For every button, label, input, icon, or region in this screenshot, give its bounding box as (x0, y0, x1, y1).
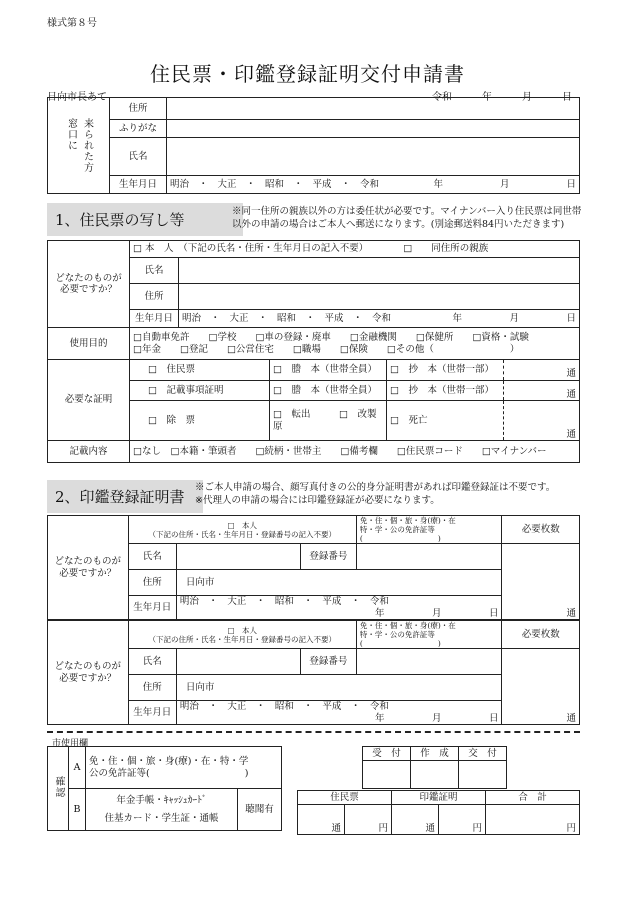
s2a-unit[interactable]: 通 (502, 544, 580, 620)
s2b-self-note: （下記の住所・氏名・生年月日・登録番号の記入不要） (148, 634, 337, 644)
applicant-furigana-label: ふりがな (110, 120, 167, 138)
s2b-name-label: 氏名 (128, 649, 176, 675)
s2b-city: 日向市 (185, 681, 215, 693)
s2b-unit[interactable]: 通 (502, 649, 580, 725)
office-confirm-table (47, 746, 282, 831)
s1-birth-field[interactable] (179, 310, 580, 328)
office-fee-table (297, 790, 580, 835)
s2b-id[interactable] (356, 621, 502, 649)
applicant-address-field[interactable] (167, 98, 580, 120)
confirm-a-text[interactable] (86, 747, 282, 789)
s1-content-options[interactable]: □なし □本籍・筆頭者 □続柄・世帯主 □備考欄 □住民票コード □マイナンバー (130, 441, 580, 463)
s1-purpose-options[interactable] (130, 328, 580, 360)
s2a-address-label: 住所 (128, 570, 176, 596)
s2b-self-check[interactable]: □ 本人 (227, 625, 258, 635)
s2b-birth-field[interactable] (176, 701, 502, 725)
applicant-birth-field[interactable] (167, 176, 580, 194)
step-create: 作 成 (411, 747, 459, 761)
confirm-text: 確認 (53, 775, 64, 798)
s1-address-field[interactable] (179, 284, 580, 310)
fee-inkan-header: 印鑑証明 (392, 791, 486, 805)
s1-self-row[interactable] (130, 241, 580, 258)
confirm-a-line2: 公の免許証等( ) (89, 767, 249, 779)
cert-shohon-2[interactable]: □ 抄 本（世帯一部） (387, 380, 504, 401)
cert-unit-1: 通 (504, 360, 580, 380)
applicant-furigana-field[interactable] (167, 120, 580, 138)
s2a-id[interactable] (356, 516, 502, 544)
s1-name-label: 氏名 (130, 258, 179, 284)
s1-purpose-row1[interactable]: □自動車免許 □学校 □車の登録・廃車 □金融機関 □保健所 □資格・試験 (133, 332, 529, 344)
s1-self-checkbox[interactable]: □ 本 人 （下記の氏名・住所・生年月日の記入不要） (133, 243, 369, 255)
s1-family-checkbox[interactable]: □ 同住所の親族 (403, 243, 489, 255)
s2a-address-field[interactable] (176, 570, 502, 596)
cert-tohon-2[interactable]: □ 謄 本（世帯全員） (270, 380, 387, 401)
fee-juminhyo-header: 住民票 (298, 791, 392, 805)
s2b-birth-label: 生年月日 (128, 701, 176, 725)
s1-birth-label: 生年月日 (130, 310, 179, 328)
applicant-era-options: 明治 ・ 大正 ・ 昭和 ・ 平成 ・ 令和 (170, 178, 380, 190)
confirm-b-label: B (69, 789, 86, 831)
cert-unit-3: 通 (566, 428, 576, 440)
s2a-era-options: 明治 ・ 大正 ・ 昭和 ・ 平成 ・ 令和 (179, 596, 389, 608)
s2a-id-text2: 特・学・公の免許証等( ) (359, 525, 441, 543)
s2a-self-note: （下記の住所・氏名・生年月日・登録番号の記入不要） (148, 529, 337, 539)
section2-block-1 (47, 515, 580, 620)
cut-line (47, 731, 580, 733)
confirm-b-line1: 年金手帳・ｷｬｯｼｭｶｰﾄﾞ (116, 795, 207, 807)
confirm-a-line1: 免・住・個・旅・身(療)・在・特・学 (89, 756, 249, 768)
step-receive-box[interactable] (363, 761, 411, 789)
confirm-label (48, 747, 69, 831)
fee-inkan-yen[interactable]: 円 (439, 805, 486, 835)
cert-juminhyo[interactable]: □ 住民票 (130, 360, 270, 380)
s2a-id-text1: 免・住・個・旅・身(療)・在 (359, 516, 456, 525)
s2b-id-text2: 特・学・公の免許証等( ) (359, 630, 441, 648)
office-steps-table (362, 746, 507, 789)
s1-address-label: 住所 (130, 284, 179, 310)
s2b-self[interactable] (128, 621, 356, 649)
s2b-reg-label: 登録番号 (300, 649, 356, 675)
confirm-a-label: A (69, 747, 86, 789)
applicant-side-label (48, 98, 110, 194)
confirm-b-text[interactable] (86, 789, 238, 831)
addressee: 日向市長あて (47, 92, 107, 103)
side-label-came: 来られた方 (81, 118, 93, 173)
applicant-birth-label: 生年月日 (110, 176, 167, 194)
s2a-city: 日向市 (185, 576, 215, 588)
s2b-who-label: どなたのものが必要ですか？ (48, 621, 129, 725)
s2a-name-label: 氏名 (128, 544, 176, 570)
form-number: 様式第８号 (47, 18, 97, 29)
cert-johyo[interactable]: □ 除 票 (130, 401, 270, 440)
cert-tohon-1[interactable]: □ 謄 本（世帯全員） (270, 360, 387, 380)
s2b-count-label: 必要枚数 (502, 621, 580, 649)
s2b-address-label: 住所 (128, 675, 176, 701)
side-label-window: 窓口に (65, 118, 77, 151)
page-title: 住民票・印鑑登録証明交付申請書 (150, 62, 465, 86)
s2a-self-check[interactable]: □ 本人 (227, 520, 258, 530)
hearing-label[interactable]: 聴聞有 (238, 789, 282, 831)
applicant-name-field[interactable] (167, 138, 580, 176)
s2b-era-options: 明治 ・ 大正 ・ 昭和 ・ 平成 ・ 令和 (179, 701, 389, 713)
step-create-box[interactable] (411, 761, 459, 789)
section2-header: 2、印鑑登録証明書 (47, 480, 203, 513)
s1-cert-subtable (130, 360, 579, 440)
cert-kisai[interactable]: □ 記載事項証明 (130, 380, 270, 401)
cert-tenshutsu[interactable]: □ 転出 □ 改製原 (270, 401, 387, 440)
s1-era-options: 明治 ・ 大正 ・ 昭和 ・ 平成 ・ 令和 (182, 312, 392, 324)
s2b-name-field[interactable] (176, 649, 300, 675)
confirm-b-line2: 住基カード・学生証・通帳 (104, 812, 219, 824)
section1-table (47, 240, 580, 463)
s2a-count-label: 必要枚数 (502, 516, 580, 544)
s2a-reg-label: 登録番号 (300, 544, 356, 570)
fee-inkan-count[interactable]: 通 (392, 805, 439, 835)
s2a-ymd: 年 月 日 (374, 607, 499, 619)
s1-ymd: 年 月 日 (452, 312, 576, 324)
s1-name-field[interactable] (179, 258, 580, 284)
s2b-ymd: 年 月 日 (374, 712, 499, 724)
fee-total-header: 合 計 (486, 791, 580, 805)
step-deliver-box[interactable] (459, 761, 507, 789)
s2a-name-field[interactable] (176, 544, 300, 570)
applicant-ymd: 年 月 日 (433, 178, 576, 190)
date-line: 令和 年 月 日 (432, 92, 572, 103)
s2a-reg-field[interactable] (356, 544, 502, 570)
step-receive: 受 付 (363, 747, 411, 761)
s1-purpose-row2[interactable]: □年金 □登記 □公営住宅 □職場 □保険 □その他（ ） (133, 343, 520, 355)
section2-note: ※ご本人申請の場合、顔写真付きの公的身分証明書があれば印鑑登録証は不要です。 ※代理人の申請の場合には印鑑登録証が必要になります。 (195, 482, 556, 506)
s2a-who-label: どなたのものが必要ですか？ (48, 516, 129, 620)
fee-total-yen[interactable]: 円 (486, 805, 580, 835)
cert-shohon-1[interactable]: □ 抄 本（世帯一部） (387, 360, 504, 380)
s1-cert-label: 必要な証明 (48, 360, 130, 441)
s2a-birth-field[interactable] (176, 596, 502, 620)
section1-note: ※同一住所の親族以外の方は委任状が必要です。マイナンバー入り住民票は同世帯以外の申請の場合はご本人へ郵送になります。(別途郵送料84円いただきます) (232, 206, 582, 230)
s2b-reg-field[interactable] (356, 649, 502, 675)
s1-cert-grid (130, 360, 580, 441)
fee-juminhyo-yen[interactable]: 円 (345, 805, 392, 835)
section1-header: 1、住民票の写し等 (47, 203, 243, 236)
applicant-name-label: 氏名 (110, 138, 167, 176)
s1-purpose-label: 使用目的 (48, 328, 130, 360)
s2b-address-field[interactable] (176, 675, 502, 701)
s2b-id-text1: 免・住・個・旅・身(療)・在 (359, 621, 456, 630)
applicant-table (47, 97, 580, 194)
s2a-self[interactable] (128, 516, 356, 544)
cert-unit-2: 通 (504, 380, 580, 401)
applicant-address-label: 住所 (110, 98, 167, 120)
s1-who-label: どなたのものが必要ですか？ (48, 241, 130, 328)
s2a-birth-label: 生年月日 (128, 596, 176, 620)
step-deliver: 交 付 (459, 747, 507, 761)
office-label: 市使用欄 (52, 739, 89, 749)
cert-shibo[interactable]: □ 死亡 (387, 401, 504, 440)
fee-juminhyo-count[interactable]: 通 (298, 805, 345, 835)
s1-content-label: 記載内容 (48, 441, 130, 463)
section2-block-2 (47, 620, 580, 725)
